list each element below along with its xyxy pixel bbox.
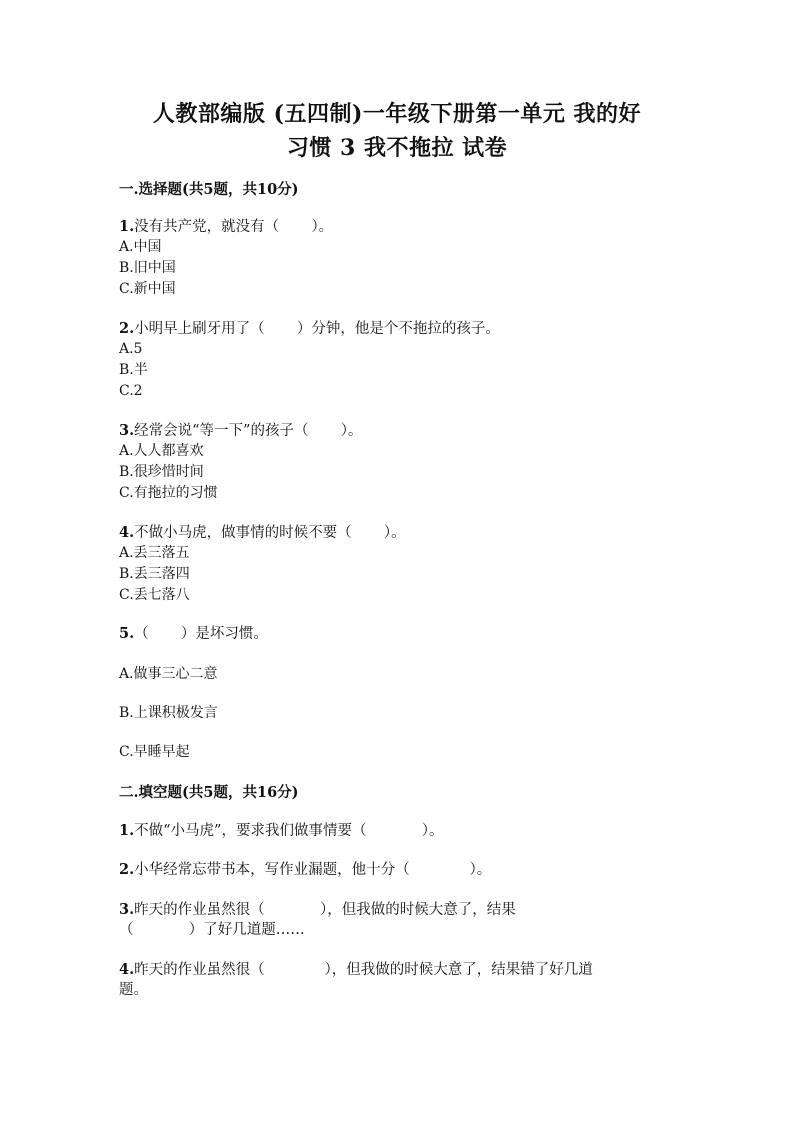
question-5	[119, 624, 268, 644]
question-text: （ ）是坏习惯。	[134, 626, 268, 642]
fill-question-3	[119, 900, 516, 920]
question-text: 昨天的作业虽然很（ ），但我做的时候大意了，结果错了好几道	[134, 962, 593, 978]
option-a: A.丢三落五	[119, 545, 190, 561]
question-text: 不做小马虎，做事情的时候不要（ ）。	[134, 525, 406, 541]
question-number: 1.	[119, 822, 135, 839]
fill-question-1	[119, 821, 444, 841]
question-number: 4.	[119, 961, 135, 978]
question-1	[119, 217, 333, 237]
option-b: B.很珍惜时间	[119, 464, 204, 480]
option-c: C.丢七落八	[119, 587, 190, 603]
fill-question-2	[119, 860, 491, 880]
option-c: C.2	[119, 383, 143, 399]
option-c: C.早睡早起	[119, 744, 190, 760]
question-number: 5.	[119, 625, 135, 642]
question-text: 小华经常忘带书本，写作业漏题，他十分（ ）。	[134, 862, 492, 878]
section-heading-choice: 一.选择题(共5题，共10分)	[119, 181, 299, 198]
option-b: B.半	[119, 362, 148, 378]
page-title-line2: 习惯 3 我不拖拉 试卷	[286, 135, 508, 161]
question-text: 小明早上刷牙用了（ ）分钟，他是个不拖拉的孩子。	[134, 321, 500, 337]
question-number: 3.	[119, 422, 135, 439]
question-number: 3.	[119, 901, 135, 918]
question-2	[119, 319, 500, 339]
section-heading-fill: 二.填空题(共5题，共16分)	[119, 784, 299, 801]
fill-question-4-line2: 题。	[119, 982, 148, 998]
option-a: A.5	[119, 341, 143, 357]
question-text: 经常会说“等一下”的孩子（ ）。	[134, 423, 363, 439]
question-number: 1.	[119, 218, 135, 235]
option-a: A.中国	[119, 239, 162, 255]
question-number: 4.	[119, 524, 135, 541]
option-a: A.人人都喜欢	[119, 443, 204, 459]
option-b: B.丢三落四	[119, 566, 190, 582]
option-c: C.新中国	[119, 281, 176, 297]
question-number: 2.	[119, 861, 135, 878]
option-a: A.做事三心二意	[119, 666, 218, 682]
fill-question-4	[119, 960, 593, 980]
option-b: B.旧中国	[119, 260, 176, 276]
option-b: B.上课积极发言	[119, 705, 218, 721]
fill-question-3-line2: （ ）了好几道题……	[119, 922, 305, 938]
question-4	[119, 523, 406, 543]
option-c: C.有拖拉的习惯	[119, 485, 218, 501]
question-text: 昨天的作业虽然很（ ），但我做的时候大意了，结果	[134, 902, 516, 918]
question-text: 没有共产党，就没有（ ）。	[134, 219, 334, 235]
question-3	[119, 421, 362, 441]
page-title-line1: 人教部编版 (五四制)一年级下册第一单元 我的好	[152, 101, 642, 127]
question-number: 2.	[119, 320, 135, 337]
question-text: 不做“小马虎”，要求我们做事情要（ ）。	[134, 823, 444, 839]
